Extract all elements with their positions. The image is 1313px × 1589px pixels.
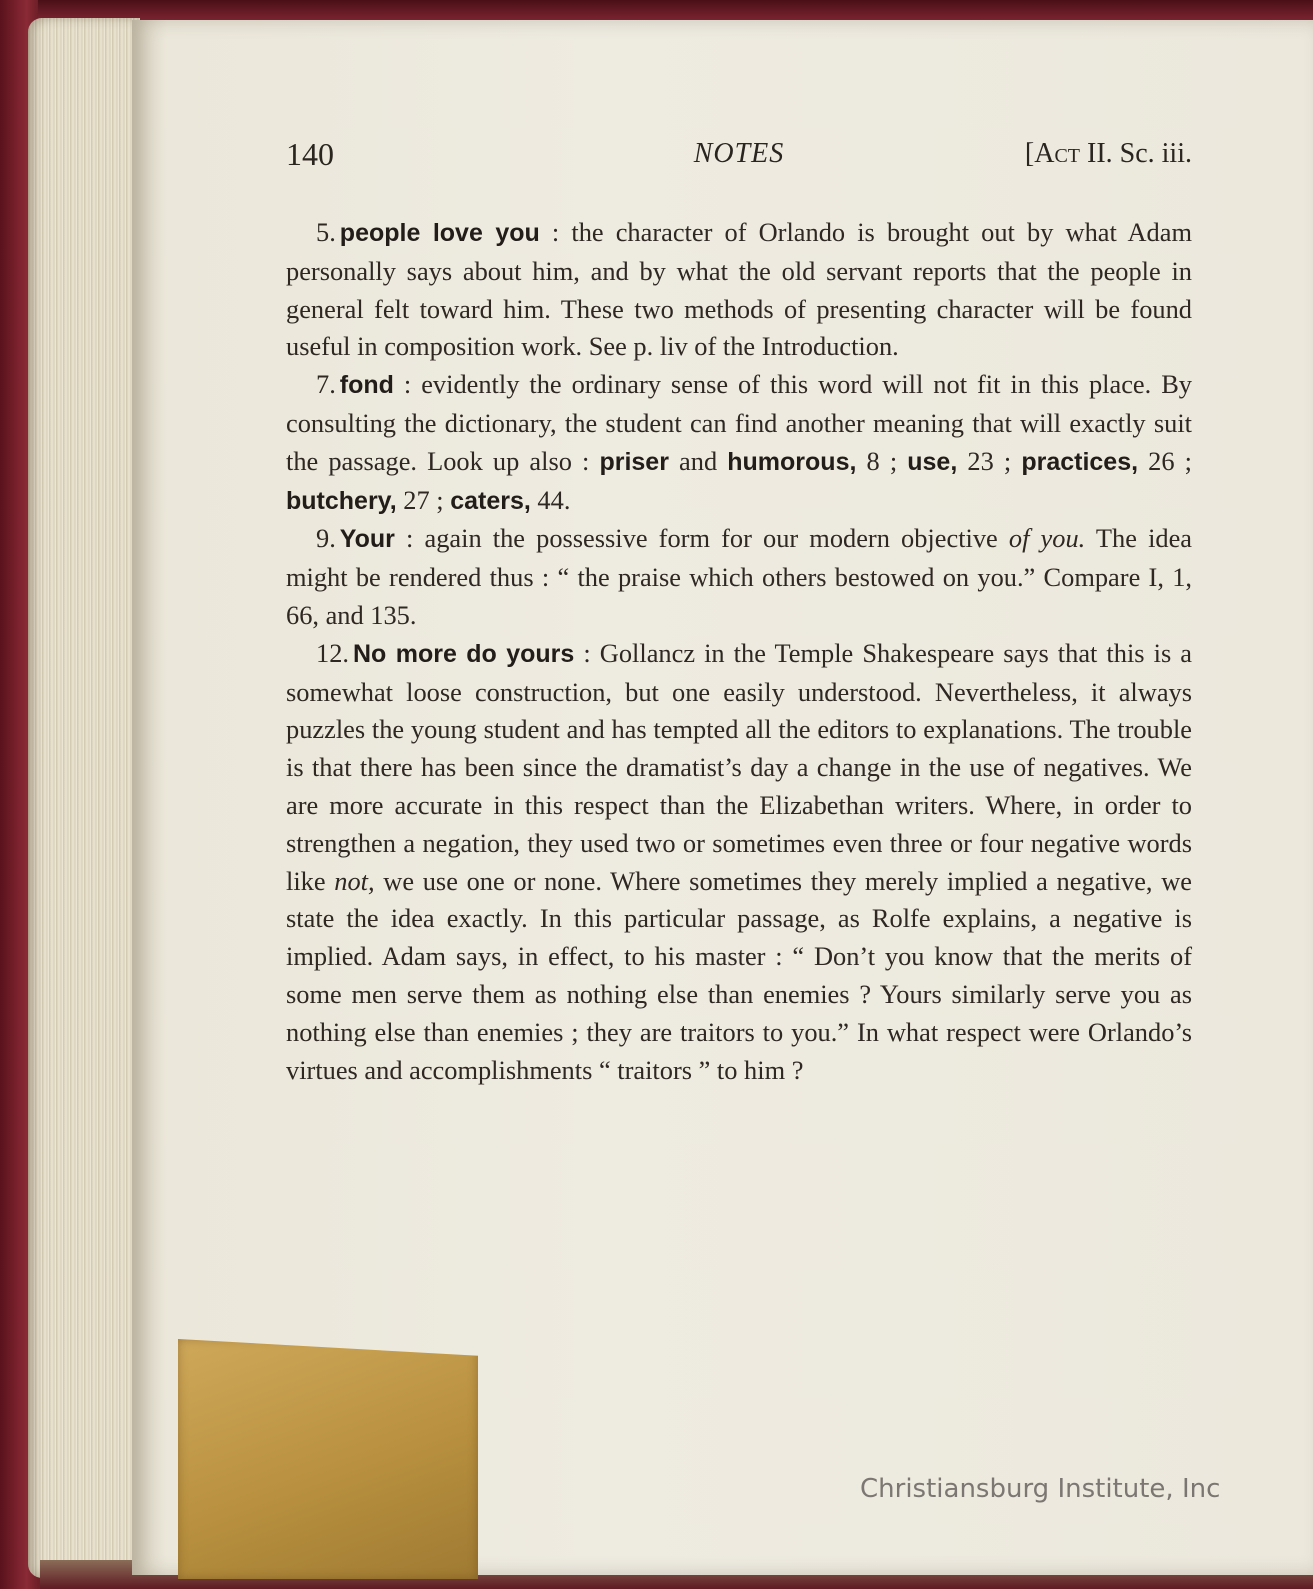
page-edges <box>28 18 140 1578</box>
note-item <box>286 214 1192 366</box>
note-text: again the possessive form for our modern objective <box>424 523 1009 554</box>
note-headword: fond <box>339 371 394 400</box>
section-scene: II. Sc. iii. <box>1080 138 1192 169</box>
note-cross-reference: use, <box>907 447 958 476</box>
note-cross-reference: butchery, <box>286 486 397 515</box>
note-text: The idea might be rendered thus : “ the praise which others bestowed on you.” Compare I, 1, 66, and 135. <box>286 523 1193 630</box>
note-headword: people love you <box>339 219 540 247</box>
note-separator: : <box>393 369 422 400</box>
note-text: 23 ; <box>957 445 1022 476</box>
note-cross-reference: priser <box>599 447 669 476</box>
section-act: Act <box>1034 138 1080 169</box>
note-text: the character of Orlando is brought out by what Adam personally says about him, and by what the old servant reports that the people in general felt toward him. These two methods of presenting character will be found useful in composition work. See p. liv of the Introduction. <box>286 217 1192 362</box>
note-separator: : <box>394 523 425 554</box>
note-text: 44. <box>530 484 571 515</box>
running-title: NOTES <box>693 138 785 169</box>
note-cross-reference: practices, <box>1021 447 1139 476</box>
page-number: 140 <box>286 136 334 172</box>
note-text: and <box>668 445 728 476</box>
note-text: 8 ; <box>856 445 908 476</box>
section-reference <box>1025 138 1192 170</box>
notes-body <box>286 214 1192 1089</box>
note-cross-reference: caters, <box>450 486 531 515</box>
note-italic-phrase: not, <box>334 865 375 896</box>
note-separator: : <box>574 637 600 668</box>
note-item <box>286 366 1192 520</box>
note-italic-phrase: of you. <box>1008 523 1086 554</box>
note-number: 7. <box>316 369 336 400</box>
section-bracket: [ <box>1024 138 1035 169</box>
note-text: we use one or none. Where sometimes they merely implied a negative, we state the idea exactly. In this particular passage, as Rolfe explains, a negative is implied. Adam says, in effect, to his master : “ Don’t you know that the merits of some men serve them as nothing else than enemies ? Yours similarly serve you as nothing else than enemies ; they are traitors to you.” In what respect were Orlando’s virtues and accomplishments “ traitors ” to him ? <box>286 865 1192 1085</box>
note-separator: : <box>539 217 572 247</box>
note-text: 26 ; <box>1138 445 1192 476</box>
note-headword: Your <box>339 525 395 554</box>
note-item <box>286 520 1192 634</box>
note-number: 12. <box>316 637 349 668</box>
note-text: evidently the ordinary sense of this word will not fit in this place. By consulting the dictionary, the student can find another meaning that will exactly suit the passage. Look up also : <box>286 369 1192 476</box>
watermark: Christiansburg Institute, Inc <box>860 1474 1221 1504</box>
note-number: 9. <box>316 523 336 554</box>
note-headword: No more do yours <box>353 639 575 668</box>
note-text: Gollancz in the Temple Shakespeare says that this is a somewhat loose construction, but one easily understood. Nevertheless, it always puzzles the young student and has tempted all the editors to explanations. The trouble is that there has been since the dramatist’s day a change in the use of negatives. We are more accurate in this respect than the Elizabethan writers. Where, in order to strengthen a negation, they used two or sometimes even three or four negative words like <box>286 637 1192 896</box>
note-number: 5. <box>316 217 336 247</box>
note-cross-reference: humorous, <box>727 447 857 476</box>
note-text: 27 ; <box>396 484 451 515</box>
book-cover-top <box>0 0 1313 20</box>
page-header <box>286 136 1192 180</box>
note-item <box>286 635 1192 1090</box>
bookmark-card <box>178 1339 478 1579</box>
